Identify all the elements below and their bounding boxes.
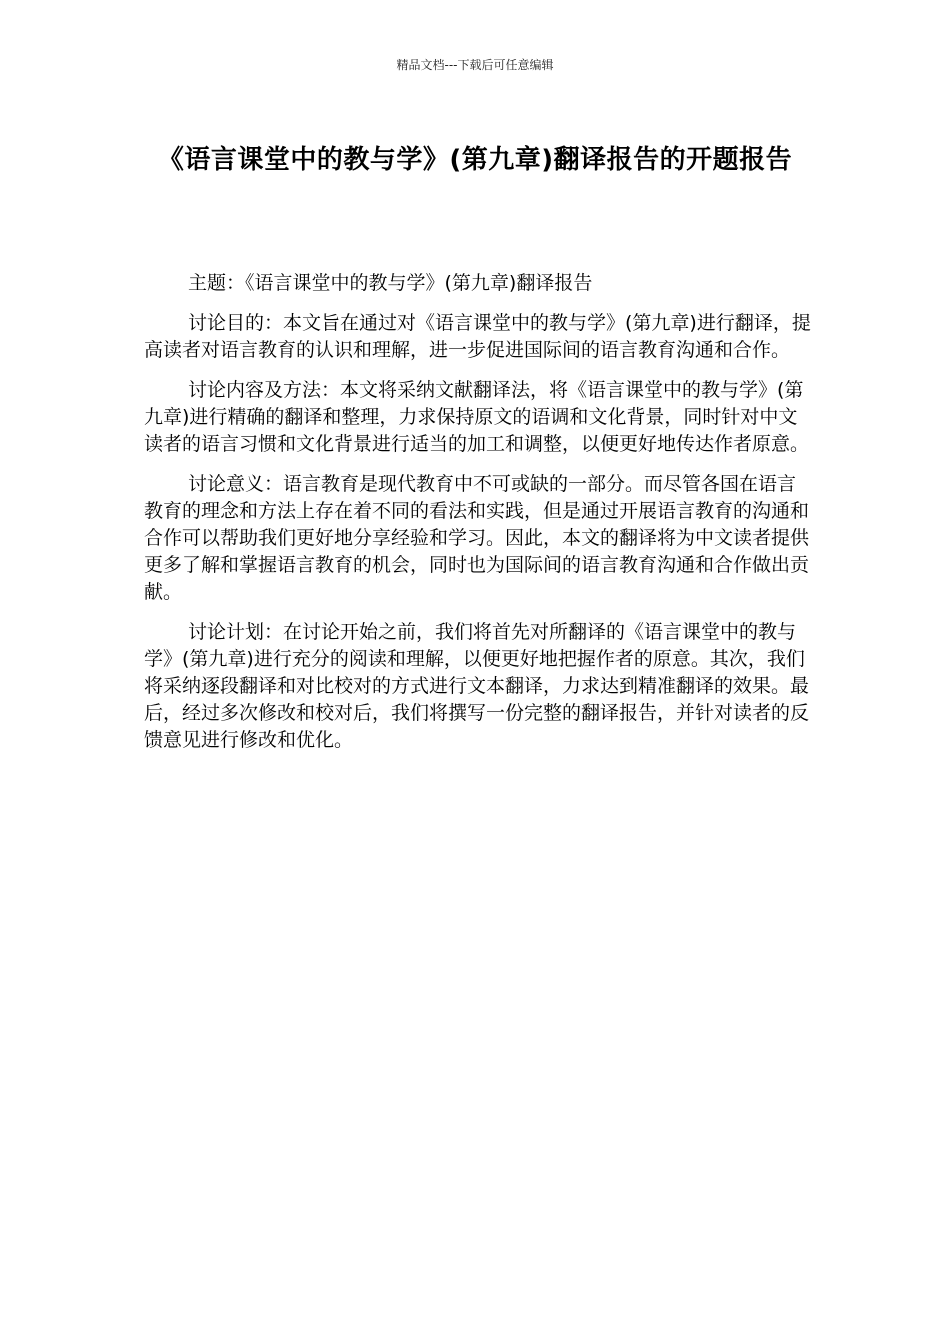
header-note: 精品文档---下载后可任意编辑 [396,58,554,72]
paragraph-significance: 讨论意义：语言教育是现代教育中不可或缺的一部分。而尽管各国在语言教育的理念和方法上存在着不同的看法和实践，但是通过开展语言教育的沟通和合作可以帮助我们更好地分享经验和学习。因此，本文的翻译将为中文读者提供更多了解和掌握语言教育的机会，同时也为国际间的语言教育沟通和合作做出贡献。 [144,473,810,603]
paragraph-plan: 讨论计划：在讨论开始之前，我们将首先对所翻译的《语言课堂中的教与学》(第九章)进行充分的阅读和理解，以便更好地把握作者的原意。其次，我们将采纳逐段翻译和对比校对的方式进行文本翻译，力求达到精准翻译的效果。最后，经过多次修改和校对后，我们将撰写一份完整的翻译报告，并针对读者的反馈意见进行修改和优化。 [144,621,810,751]
document-body [144,270,814,767]
paragraph-purpose: 讨论目的：本文旨在通过对《语言课堂中的教与学》(第九章)进行翻译，提高读者对语言教育的认识和理解，进一步促进国际间的语言教育沟通和合作。 [144,312,811,361]
paragraph-content-method: 讨论内容及方法：本文将采纳文献翻译法，将《语言课堂中的教与学》(第九章)进行精确的翻译和整理，力求保持原文的语调和文化背景，同时针对中文读者的语言习惯和文化背景进行适当的加工和调整，以便更好地传达作者原意。 [144,379,810,455]
paragraph-topic: 主题：《语言课堂中的教与学》(第九章)翻译报告 [188,272,593,294]
document-title: 《语言课堂中的教与学》(第九章)翻译报告的开题报告 [157,145,793,175]
